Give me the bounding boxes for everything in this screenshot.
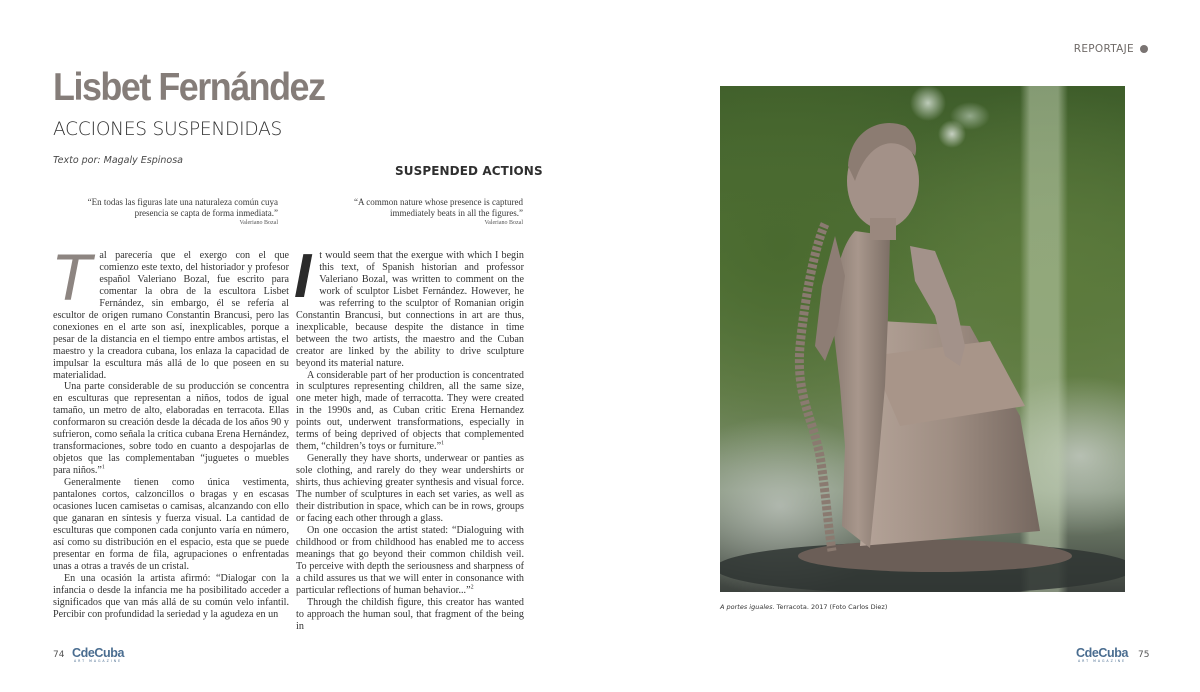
article-title: Lisbet Fernández	[53, 66, 325, 109]
epigraph-line: “En todas las figuras late una naturaleza común cuya	[87, 197, 278, 207]
epigraph-line: immediately beats in all the figures.”	[390, 208, 523, 218]
paragraph	[296, 525, 524, 597]
sculpture-photo	[720, 86, 1125, 592]
sculpture-image	[720, 86, 1125, 592]
byline: Texto por: Magaly Espinosa	[53, 155, 183, 166]
brand-tagline: ART MAGAZINE	[1077, 659, 1127, 663]
photo-caption	[720, 603, 887, 611]
paragraph: Generalmente tienen como única vestimenta, pantalones cortos, calzoncillos o bragas y en escasas ocasiones lucen camisetas o camisas, alcanzando con ello que ganaran en síntesis y fuerza visual. La cantidad de esculturas que componen cada conjunto varía en número, así como su distribución en el espacio, esta que se puede presentar en forma de fila, agrupaciones o enfrentadas unas a otras a través de un cristal.	[53, 477, 289, 572]
footnote-marker: 1	[101, 464, 105, 471]
paragraph: t would seem that the exergue with which I begin this text, of Spanish historian and professor Valeriano Bozal, was written to comment on the work of sculptor Lisbet Fernández. However, he was referring to the sculptor of Romanian origin Constantin Brancusi, but connections in art are thus, inexplicable, because despite the distance in time between the two artists, the maestro and the Cuban creator are linked by the ability to drive sculpture beyond its material nature.	[296, 250, 524, 369]
drop-cap: I	[294, 242, 312, 311]
brand-name: CdeCuba	[1076, 646, 1129, 660]
paragraph: Generally they have shorts, underwear or panties as sole clothing, and rarely do they wear undershirts or shirts, thus achieving greater synthesis and visual force. The number of sculptures in each set varies, as well as their distribution in space, which can be in rows, groups or facing each other through a glass.	[296, 453, 524, 524]
paragraph	[53, 381, 289, 477]
brand-name: CdeCuba	[72, 646, 125, 660]
footnote-marker: 2	[470, 584, 474, 591]
section-label: REPORTAJE	[1073, 43, 1134, 55]
page-number-left: 74	[53, 650, 65, 660]
epigraph-en	[330, 197, 523, 228]
brand-tagline: ART MAGAZINE	[73, 659, 123, 663]
paragraph: En una ocasión la artista afirmó: “Dialogar con la infancia o desde la infancia me ha posibilitado acceder a significados que van más allá de su común velo infantil. Percibir con profundidad la seriedad y la agudeza en un	[53, 572, 289, 620]
paragraph-text: A considerable part of her production is concentrated in sculptures representing children, all the same size, one meter high, made of terracotta. They were created in the 1990s and, as Cuban critic Erena Hernandez points out, underwent transformations, especially in terms of being deprived of objects that complemented them, “children’s toys or furniture.”	[296, 369, 524, 453]
article-subtitle-en: SUSPENDED ACTIONS	[395, 164, 543, 178]
section-tag	[1074, 43, 1148, 55]
bullet-dot-icon	[1140, 45, 1148, 53]
brand-logo-left	[72, 647, 124, 663]
body-column-spanish	[51, 240, 289, 621]
epigraph-author: Valeriano Bozal	[239, 220, 278, 226]
footnote-marker: 1	[441, 440, 445, 447]
brand-logo-right	[1076, 647, 1128, 663]
epigraph-line: “A common nature whose presence is captured	[354, 197, 523, 207]
epigraph-es	[60, 197, 278, 228]
paragraph: al parecería que el exergo con el que comienzo este texto, del historiador y profesor español Valeriano Bozal, fue escrito para comentar la obra de la escultora Lisbet Fernández, sin embargo, él se refería al escultor de origen rumano Constantin Brancusi, pero las conexiones en el arte son así, inexplicables, porque a pesar de la distancia en el tiempo entre ambos artistas, el maestro y la creadora cubana, los enlaza la capacidad de impulsar la escultura más allá de lo que poseen en su materialidad.	[53, 250, 289, 381]
drop-cap: T	[51, 240, 92, 314]
artwork-title: A portes iguales.	[720, 603, 775, 611]
caption-details: Terracota. 2017 (Foto Carlos Diez)	[774, 603, 888, 611]
article-subtitle-es: ACCIONES SUSPENDIDAS	[53, 119, 283, 140]
page-number-right: 75	[1138, 650, 1150, 660]
paragraph	[296, 370, 524, 454]
paragraph-text: On one occasion the artist stated: “Dialoguing with childhood or from childhood has enabled me to access meanings that go beyond their common childish veil. To perceive with depth the seriousness and sharpness of a child assures us that we will enter in consonance with particular reflections of human behavior...”	[296, 524, 524, 596]
paragraph-text: Una parte considerable de su producción se concentra en esculturas que representan a niños, todos de igual tamaño, un metro de alto, elaboradas en terracota. Ellas conformaron su creación desde la década de los años 90 y sufrieron, como señala la crítica cubana Erena Hernández, transformaciones, sobre todo en cuanto a despojarlas de objetos que las complementaban “juguetes o muebles para niños.”	[53, 381, 289, 477]
epigraph-author: Valeriano Bozal	[484, 220, 523, 226]
body-column-english	[294, 242, 524, 633]
paragraph: Through the childish figure, this creator has wanted to approach the human soul, that fragment of the being in	[296, 596, 524, 632]
epigraph-line: presencia se capta de forma inmediata.”	[134, 208, 278, 218]
